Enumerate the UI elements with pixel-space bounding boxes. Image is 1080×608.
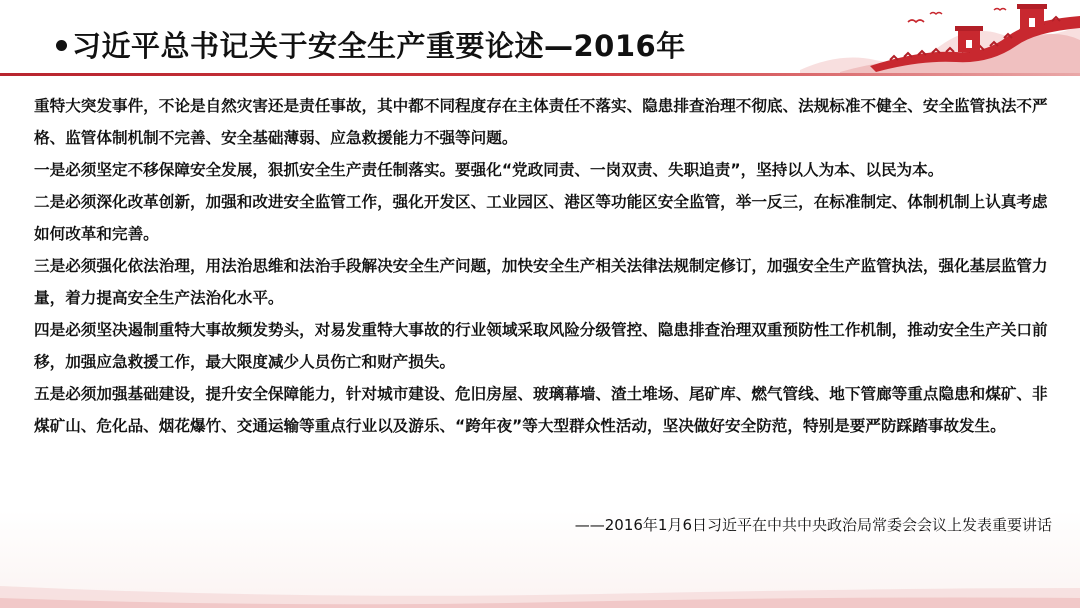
paragraph-point-3: 三是必须强化依法治理，用法治思维和法治手段解决安全生产问题，加快安全生产相关法律法规制定修订，加强安全生产监管执法，强化基层监管力量，着力提高安全生产法治化水平。 [34,257,1048,307]
paragraph-point-2: 二是必须深化改革创新，加强和改进安全监管工作，强化开发区、工业园区、港区等功能区安全监管，举一反三，在标准制定、体制机制上认真考虑如何改革和完善。 [34,193,1048,243]
paragraph-point-5: 五是必须加强基础建设，提升安全保障能力，针对城市建设、危旧房屋、玻璃幕墙、渣土堆场、尾矿库、燃气管线、地下管廊等重点隐患和煤矿、非煤矿山、危化品、烟花爆竹、交通运输等重点行业以及游乐、“跨年夜”等大型群众性活动，坚决做好安全防范，特别是要严防踩踏事故发生。 [34,385,1048,435]
bullet-dot-icon [56,40,67,51]
title-bar [0,0,1080,76]
paragraph-point-1: 一是必须坚定不移保障安全发展，狠抓安全生产责任制落实。要强化“党政同责、一岗双责、失职追责”，坚持以人为本、以民为本。 [34,161,944,179]
paragraph-intro: 重特大突发事件，不论是自然灾害还是责任事故，其中都不同程度存在主体责任不落实、隐患排查治理不彻底、法规标准不健全、安全监管执法不严格、监管体制机制不完善、安全基础薄弱、应急救援能力不强等问题。 [34,97,1048,147]
slide-title: 习近平总书记关于安全生产重要论述—2016年 [72,29,686,63]
bottom-wave-decoration [0,538,1080,608]
content-body [34,90,1048,442]
great-wall-icon [780,0,1080,76]
title-underline [0,73,1080,76]
paragraph-point-4: 四是必须坚决遏制重特大事故频发势头，对易发重特大事故的行业领域采取风险分级管控、隐患排查治理双重预防性工作机制，推动安全生产关口前移，加强应急救援工作，最大限度减少人员伤亡和财产损失。 [34,321,1048,371]
citation: ——2016年1月6日习近平在中共中央政治局常委会会议上发表重要讲话 [574,516,1052,534]
